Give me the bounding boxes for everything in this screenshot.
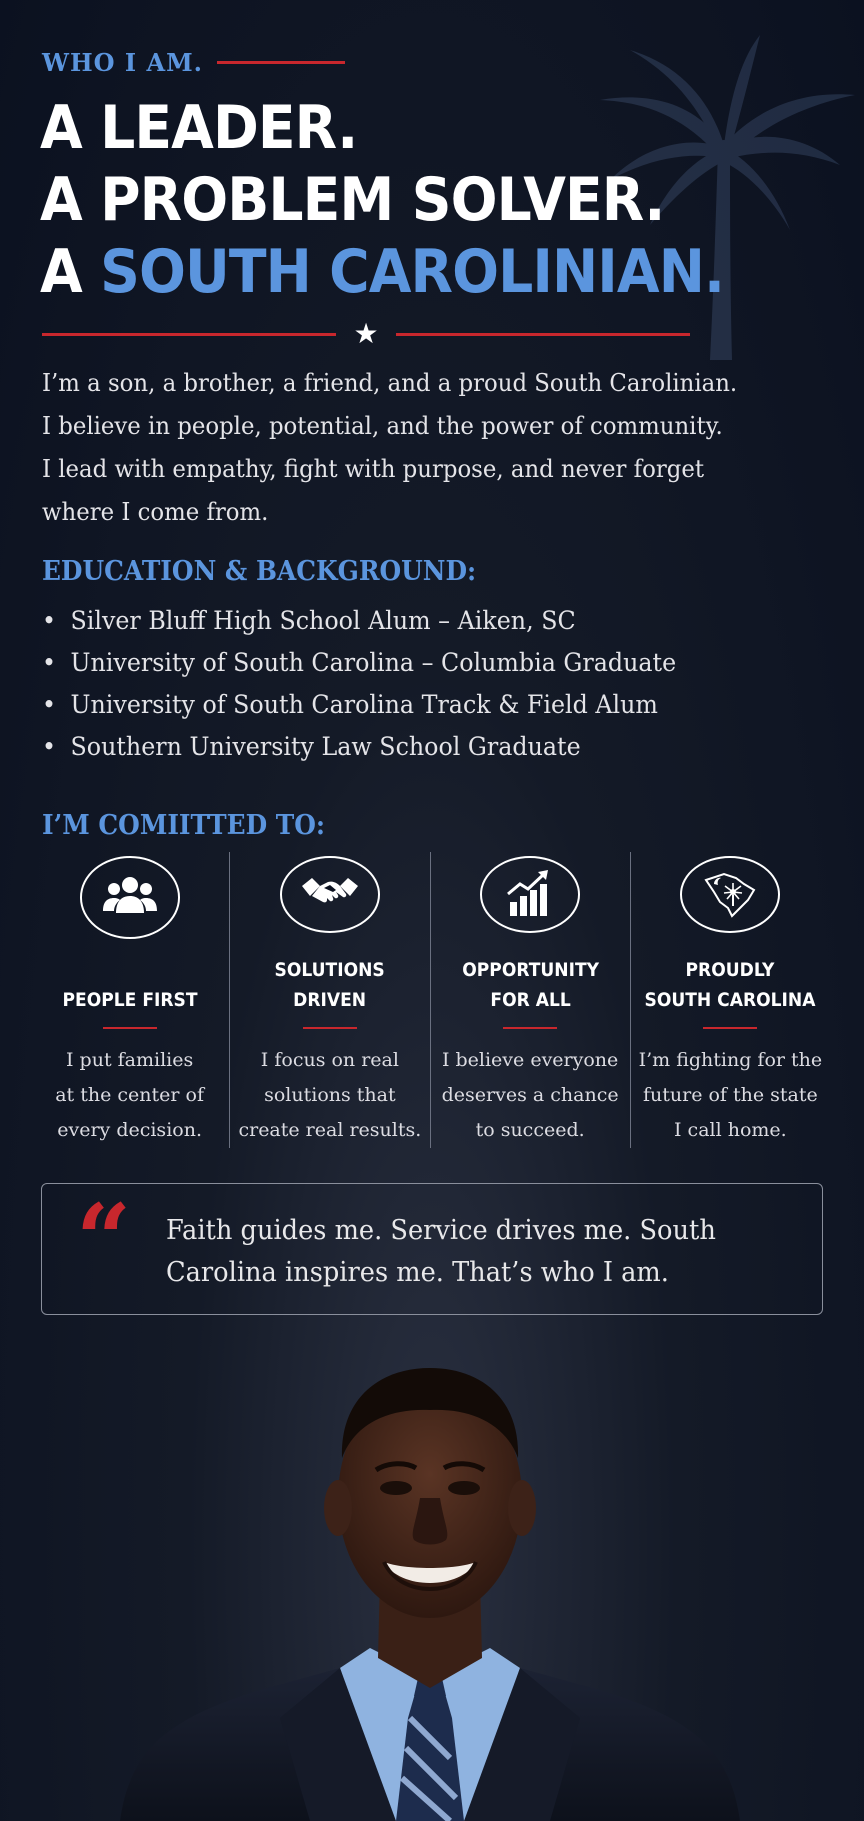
education-list [42, 600, 783, 768]
eyebrow-text: WHO I AM. [42, 48, 204, 77]
handshake-icon [280, 856, 380, 933]
bullet-icon: • [42, 690, 57, 719]
pillar-rule [703, 1027, 757, 1029]
commitments-title: I’M COMIITTED TO: [42, 810, 326, 841]
people-icon [80, 856, 180, 939]
quote-text: Faith guides me. Service drives me. South Carolina inspires me. That’s who I am. [166, 1215, 716, 1288]
pillar-rule [303, 1027, 357, 1029]
pillar-title: SOLUTIONS DRIVEN [274, 958, 385, 1011]
pillar-title: PROUDLY SOUTH CAROLINA [644, 958, 816, 1011]
pillar-description: I believe everyone deserves a chance to succeed. [441, 1049, 619, 1141]
pillar-opportunity-for-all [431, 852, 631, 1148]
list-item [42, 726, 783, 768]
commitment-pillars [30, 852, 830, 1148]
pillar-description: I’m fighting for the future of the state I call home. [638, 1049, 823, 1141]
candidate-portrait [110, 1318, 750, 1821]
bullet-icon: • [42, 648, 57, 677]
quote-box [41, 1183, 823, 1315]
eyebrow-rule [217, 61, 345, 64]
intro-line: I’m a son, a brother, a friend, and a proud South Carolinian. [42, 369, 738, 397]
list-item [42, 684, 783, 726]
pillar-solutions-driven [230, 852, 430, 1148]
pillar-people-first [30, 852, 230, 1148]
quote-mark-icon: “ [76, 1183, 132, 1296]
headline-divider [42, 317, 690, 350]
headline-line-1: A LEADER. [40, 93, 358, 163]
list-item [42, 600, 783, 642]
intro-line: where I come from. [42, 498, 269, 526]
bullet-icon: • [42, 732, 57, 761]
divider-rule-right [396, 333, 690, 336]
list-item [42, 642, 783, 684]
education-item: University of South Carolina – Columbia Graduate [70, 648, 677, 677]
bullet-icon: • [42, 606, 57, 635]
headline-line-3 [40, 236, 724, 308]
education-item: Silver Bluff High School Alum – Aiken, SC [70, 606, 576, 635]
south-carolina-state-icon [680, 856, 780, 933]
education-title: EDUCATION & BACKGROUND: [42, 556, 477, 587]
education-item: University of South Carolina Track & Field Alum [70, 690, 658, 719]
pillar-title: PEOPLE FIRST [62, 988, 198, 1011]
growth-chart-icon [480, 856, 580, 933]
headline [40, 92, 724, 308]
pillar-title: OPPORTUNITY FOR ALL [461, 958, 599, 1011]
pillar-proudly-south-carolina [631, 852, 830, 1148]
intro-paragraph [42, 362, 783, 534]
pillar-rule [503, 1027, 557, 1029]
intro-line: I lead with empathy, fight with purpose, and never forget [42, 455, 705, 483]
star-icon: ★ [353, 317, 379, 350]
pillar-description: I focus on real solutions that create real results. [238, 1049, 422, 1141]
headline-highlight: SOUTH CAROLINIAN. [100, 237, 725, 307]
education-item: Southern University Law School Graduate [70, 732, 581, 761]
headline-line-3-prefix: A [40, 237, 101, 307]
headline-line-2: A PROBLEM SOLVER. [40, 165, 665, 235]
intro-line: I believe in people, potential, and the power of community. [42, 412, 723, 440]
pillar-description: I put families at the center of every decision. [55, 1049, 204, 1141]
divider-rule-left [42, 333, 336, 336]
pillar-rule [103, 1027, 157, 1029]
eyebrow [42, 48, 345, 77]
